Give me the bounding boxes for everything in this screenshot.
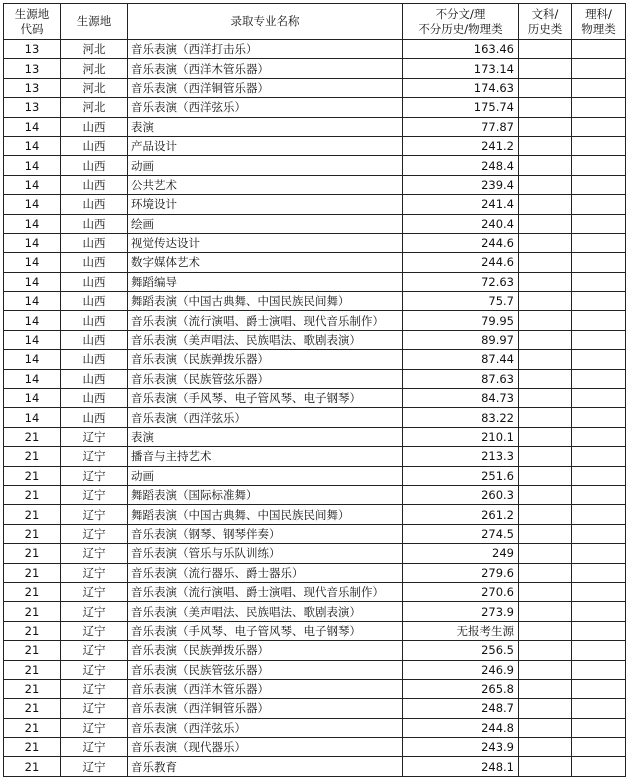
cell-code: 21 (4, 524, 61, 543)
cell-province: 河北 (61, 98, 128, 117)
cell-score: 87.44 (403, 350, 519, 369)
cell-code: 13 (4, 59, 61, 78)
table-row (4, 563, 626, 582)
cell-major: 舞蹈表演（国际标准舞） (128, 485, 403, 504)
cell-arts (519, 660, 572, 679)
cell-science (572, 233, 626, 252)
cell-code: 13 (4, 40, 61, 59)
table-row (4, 272, 626, 291)
cell-arts (519, 136, 572, 155)
cell-arts (519, 408, 572, 427)
cell-science (572, 253, 626, 272)
cell-major: 舞蹈表演（中国古典舞、中国民族民间舞） (128, 292, 403, 311)
cell-science (572, 272, 626, 291)
cell-science (572, 447, 626, 466)
cell-science (572, 641, 626, 660)
cell-score: 241.2 (403, 136, 519, 155)
cell-code: 14 (4, 330, 61, 349)
cell-code: 21 (4, 718, 61, 737)
table-row (4, 78, 626, 97)
cell-score: 87.63 (403, 369, 519, 388)
cell-score: 72.63 (403, 272, 519, 291)
cell-arts (519, 447, 572, 466)
cell-province: 山西 (61, 136, 128, 155)
cell-major: 音乐表演（管乐与乐队训练） (128, 544, 403, 563)
table-row (4, 59, 626, 78)
table-row (4, 408, 626, 427)
cell-score: 246.9 (403, 660, 519, 679)
cell-province: 山西 (61, 292, 128, 311)
cell-province: 辽宁 (61, 679, 128, 698)
table-row (4, 40, 626, 59)
table-row (4, 330, 626, 349)
cell-score: 265.8 (403, 679, 519, 698)
cell-arts (519, 485, 572, 504)
cell-science (572, 136, 626, 155)
cell-science (572, 738, 626, 757)
cell-science (572, 544, 626, 563)
cell-code: 21 (4, 505, 61, 524)
cell-code: 21 (4, 466, 61, 485)
cell-arts (519, 602, 572, 621)
cell-score: 243.9 (403, 738, 519, 757)
cell-province: 辽宁 (61, 544, 128, 563)
cell-arts (519, 738, 572, 757)
cell-major: 音乐表演（手风琴、电子管风琴、电子钢琴） (128, 389, 403, 408)
cell-score: 83.22 (403, 408, 519, 427)
table-row (4, 369, 626, 388)
cell-province: 辽宁 (61, 738, 128, 757)
cell-major: 音乐表演（西洋弦乐） (128, 718, 403, 737)
cell-province: 山西 (61, 214, 128, 233)
cell-score: 163.46 (403, 40, 519, 59)
cell-province: 山西 (61, 330, 128, 349)
cell-province: 辽宁 (61, 427, 128, 446)
cell-province: 辽宁 (61, 505, 128, 524)
cell-score: 84.73 (403, 389, 519, 408)
table-row (4, 738, 626, 757)
cell-province: 辽宁 (61, 660, 128, 679)
cell-major: 绘画 (128, 214, 403, 233)
cell-arts (519, 253, 572, 272)
cell-province: 山西 (61, 350, 128, 369)
table-row (4, 485, 626, 504)
cell-arts (519, 78, 572, 97)
cell-code: 13 (4, 78, 61, 97)
cell-arts (519, 214, 572, 233)
cell-province: 辽宁 (61, 563, 128, 582)
header-science: 理科/ 物理类 (572, 4, 626, 40)
cell-score: 241.4 (403, 195, 519, 214)
cell-science (572, 311, 626, 330)
cell-score: 244.6 (403, 253, 519, 272)
table-row (4, 214, 626, 233)
cell-science (572, 214, 626, 233)
cell-code: 21 (4, 485, 61, 504)
cell-province: 辽宁 (61, 466, 128, 485)
cell-code: 21 (4, 738, 61, 757)
cell-score: 89.97 (403, 330, 519, 349)
cell-science (572, 330, 626, 349)
cell-score: 251.6 (403, 466, 519, 485)
cell-science (572, 78, 626, 97)
cell-major: 音乐表演（美声唱法、民族唱法、歌剧表演） (128, 602, 403, 621)
cell-code: 14 (4, 233, 61, 252)
table-row (4, 117, 626, 136)
table-row (4, 679, 626, 698)
cell-science (572, 292, 626, 311)
cell-code: 21 (4, 582, 61, 601)
cell-score: 213.3 (403, 447, 519, 466)
cell-score: 210.1 (403, 427, 519, 446)
cell-score: 260.3 (403, 485, 519, 504)
cell-province: 辽宁 (61, 757, 128, 776)
cell-code: 21 (4, 563, 61, 582)
cell-major: 数字媒体艺术 (128, 253, 403, 272)
header-arts: 文科/ 历史类 (519, 4, 572, 40)
cell-province: 河北 (61, 59, 128, 78)
cell-province: 辽宁 (61, 524, 128, 543)
table-row (4, 98, 626, 117)
cell-code: 14 (4, 175, 61, 194)
cell-science (572, 582, 626, 601)
cell-arts (519, 40, 572, 59)
cell-code: 21 (4, 621, 61, 640)
cell-score: 270.6 (403, 582, 519, 601)
cell-province: 山西 (61, 175, 128, 194)
cell-arts (519, 582, 572, 601)
header-code: 生源地 代码 (4, 4, 61, 40)
header-major: 录取专业名称 (128, 4, 403, 40)
cell-major: 音乐表演（流行器乐、爵士器乐） (128, 563, 403, 582)
cell-science (572, 563, 626, 582)
cell-province: 山西 (61, 233, 128, 252)
cell-code: 14 (4, 156, 61, 175)
header-score: 不分文/理 不分历史/物理类 (403, 4, 519, 40)
cell-score: 79.95 (403, 311, 519, 330)
cell-score: 248.4 (403, 156, 519, 175)
cell-major: 音乐表演（手风琴、电子管风琴、电子钢琴） (128, 621, 403, 640)
cell-major: 音乐表演（民族管弦乐器） (128, 369, 403, 388)
cell-arts (519, 350, 572, 369)
cell-arts (519, 466, 572, 485)
cell-major: 舞蹈表演（中国古典舞、中国民族民间舞） (128, 505, 403, 524)
cell-arts (519, 369, 572, 388)
table-row (4, 544, 626, 563)
cell-province: 山西 (61, 156, 128, 175)
cell-science (572, 175, 626, 194)
cell-score: 240.4 (403, 214, 519, 233)
cell-major: 播音与主持艺术 (128, 447, 403, 466)
cell-score: 248.1 (403, 757, 519, 776)
table-row (4, 757, 626, 776)
table-row (4, 621, 626, 640)
cell-arts (519, 195, 572, 214)
cell-major: 动画 (128, 466, 403, 485)
cell-arts (519, 621, 572, 640)
cell-province: 河北 (61, 78, 128, 97)
cell-science (572, 427, 626, 446)
table-row (4, 253, 626, 272)
cell-score: 244.8 (403, 718, 519, 737)
cell-code: 14 (4, 408, 61, 427)
table-row (4, 427, 626, 446)
cell-score: 279.6 (403, 563, 519, 582)
cell-science (572, 524, 626, 543)
header-row (4, 4, 626, 40)
cell-code: 21 (4, 544, 61, 563)
cell-science (572, 59, 626, 78)
cell-science (572, 660, 626, 679)
cell-province: 山西 (61, 389, 128, 408)
table-row (4, 292, 626, 311)
cell-arts (519, 292, 572, 311)
cell-arts (519, 641, 572, 660)
cell-score: 244.6 (403, 233, 519, 252)
cell-science (572, 699, 626, 718)
cell-major: 音乐表演（民族管弦乐器） (128, 660, 403, 679)
cell-major: 音乐表演（西洋铜管乐器） (128, 699, 403, 718)
cell-arts (519, 718, 572, 737)
cell-major: 音乐表演（西洋弦乐） (128, 408, 403, 427)
cell-code: 21 (4, 699, 61, 718)
cell-score: 256.5 (403, 641, 519, 660)
cell-code: 14 (4, 117, 61, 136)
cell-major: 音乐表演（钢琴、钢琴伴奏） (128, 524, 403, 543)
cell-code: 14 (4, 136, 61, 155)
cell-arts (519, 272, 572, 291)
cell-score: 239.4 (403, 175, 519, 194)
cell-province: 山西 (61, 311, 128, 330)
cell-arts (519, 524, 572, 543)
table-row (4, 389, 626, 408)
cell-code: 21 (4, 602, 61, 621)
cell-code: 14 (4, 369, 61, 388)
cell-code: 21 (4, 757, 61, 776)
cell-major: 产品设计 (128, 136, 403, 155)
cell-science (572, 679, 626, 698)
table-row (4, 602, 626, 621)
cell-code: 14 (4, 195, 61, 214)
cell-major: 动画 (128, 156, 403, 175)
cell-score: 174.63 (403, 78, 519, 97)
cell-arts (519, 330, 572, 349)
cell-province: 辽宁 (61, 582, 128, 601)
table-row (4, 175, 626, 194)
cell-science (572, 485, 626, 504)
cell-score: 248.7 (403, 699, 519, 718)
cell-arts (519, 563, 572, 582)
cell-code: 21 (4, 641, 61, 660)
cell-code: 14 (4, 253, 61, 272)
cell-science (572, 389, 626, 408)
cell-code: 14 (4, 389, 61, 408)
cell-score: 175.74 (403, 98, 519, 117)
cell-province: 山西 (61, 272, 128, 291)
cell-arts (519, 757, 572, 776)
table-row (4, 233, 626, 252)
cell-score: 273.9 (403, 602, 519, 621)
admission-score-table (3, 3, 626, 777)
cell-code: 14 (4, 311, 61, 330)
cell-arts (519, 233, 572, 252)
cell-arts (519, 544, 572, 563)
cell-major: 视觉传达设计 (128, 233, 403, 252)
cell-major: 音乐表演（西洋打击乐） (128, 40, 403, 59)
table-row (4, 350, 626, 369)
cell-major: 音乐表演（西洋木管乐器） (128, 679, 403, 698)
cell-score: 261.2 (403, 505, 519, 524)
cell-code: 14 (4, 272, 61, 291)
cell-science (572, 40, 626, 59)
cell-science (572, 195, 626, 214)
cell-major: 音乐表演（西洋木管乐器） (128, 59, 403, 78)
cell-major: 音乐表演（西洋铜管乐器） (128, 78, 403, 97)
cell-province: 山西 (61, 195, 128, 214)
cell-province: 辽宁 (61, 641, 128, 660)
cell-province: 山西 (61, 253, 128, 272)
cell-major: 音乐表演（民族弹拨乐器） (128, 641, 403, 660)
cell-science (572, 408, 626, 427)
cell-code: 14 (4, 292, 61, 311)
cell-science (572, 621, 626, 640)
table-row (4, 699, 626, 718)
table-row (4, 136, 626, 155)
cell-arts (519, 505, 572, 524)
cell-arts (519, 311, 572, 330)
table-row (4, 660, 626, 679)
cell-province: 辽宁 (61, 485, 128, 504)
cell-major: 表演 (128, 427, 403, 446)
cell-science (572, 117, 626, 136)
table-row (4, 524, 626, 543)
cell-code: 21 (4, 660, 61, 679)
cell-province: 辽宁 (61, 602, 128, 621)
cell-arts (519, 59, 572, 78)
cell-major: 环境设计 (128, 195, 403, 214)
cell-province: 辽宁 (61, 621, 128, 640)
table-row (4, 195, 626, 214)
cell-arts (519, 156, 572, 175)
cell-science (572, 466, 626, 485)
table-row (4, 641, 626, 660)
cell-arts (519, 175, 572, 194)
cell-score: 249 (403, 544, 519, 563)
table-row (4, 156, 626, 175)
cell-science (572, 757, 626, 776)
table-row (4, 505, 626, 524)
cell-arts (519, 98, 572, 117)
table-body (4, 40, 626, 777)
cell-major: 音乐表演（现代器乐） (128, 738, 403, 757)
cell-code: 14 (4, 350, 61, 369)
cell-major: 音乐表演（西洋弦乐） (128, 98, 403, 117)
cell-province: 辽宁 (61, 718, 128, 737)
cell-code: 13 (4, 98, 61, 117)
cell-score: 77.87 (403, 117, 519, 136)
cell-score: 无报考生源 (403, 621, 519, 640)
cell-major: 音乐表演（流行演唱、爵士演唱、现代音乐制作） (128, 311, 403, 330)
cell-major: 音乐教育 (128, 757, 403, 776)
cell-province: 山西 (61, 369, 128, 388)
cell-science (572, 369, 626, 388)
cell-code: 14 (4, 214, 61, 233)
cell-major: 公共艺术 (128, 175, 403, 194)
cell-major: 表演 (128, 117, 403, 136)
cell-major: 音乐表演（美声唱法、民族唱法、歌剧表演） (128, 330, 403, 349)
cell-province: 辽宁 (61, 447, 128, 466)
cell-science (572, 505, 626, 524)
cell-arts (519, 117, 572, 136)
cell-science (572, 156, 626, 175)
cell-science (572, 718, 626, 737)
cell-arts (519, 427, 572, 446)
cell-score: 274.5 (403, 524, 519, 543)
cell-score: 173.14 (403, 59, 519, 78)
cell-arts (519, 699, 572, 718)
cell-province: 山西 (61, 117, 128, 136)
cell-major: 舞蹈编导 (128, 272, 403, 291)
table-row (4, 447, 626, 466)
table-row (4, 311, 626, 330)
cell-science (572, 350, 626, 369)
cell-province: 河北 (61, 40, 128, 59)
cell-arts (519, 389, 572, 408)
table-row (4, 718, 626, 737)
cell-major: 音乐表演（流行演唱、爵士演唱、现代音乐制作） (128, 582, 403, 601)
cell-province: 山西 (61, 408, 128, 427)
table-row (4, 466, 626, 485)
header-province: 生源地 (61, 4, 128, 40)
cell-major: 音乐表演（民族弹拨乐器） (128, 350, 403, 369)
cell-science (572, 98, 626, 117)
cell-science (572, 602, 626, 621)
cell-province: 辽宁 (61, 699, 128, 718)
table-row (4, 582, 626, 601)
cell-score: 75.7 (403, 292, 519, 311)
cell-arts (519, 679, 572, 698)
cell-code: 21 (4, 679, 61, 698)
cell-code: 21 (4, 427, 61, 446)
cell-code: 21 (4, 447, 61, 466)
